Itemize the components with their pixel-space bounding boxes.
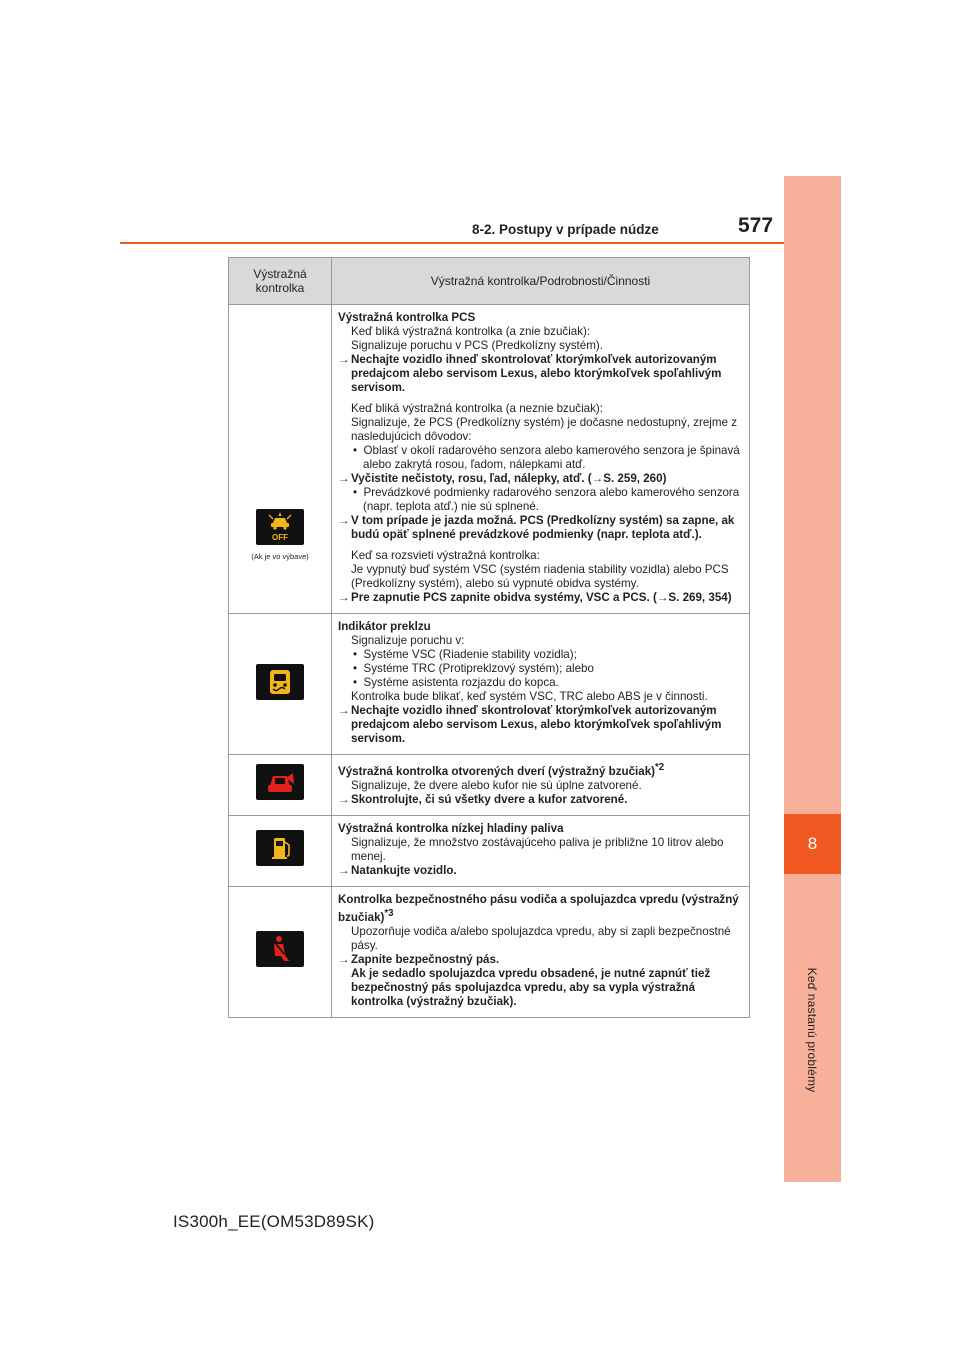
icon-cell <box>229 815 332 886</box>
row-bullet: • Systéme VSC (Riadenie stability vozidla); <box>353 648 577 661</box>
row-bullet: • Systéme asistenta rozjazdu do kopca. <box>353 676 559 689</box>
row-action: →Nechajte vozidlo ihneď skontrolovať ktorýmkoľvek autorizovaným predajcom alebo servisom Lexus, alebo ktorýmkoľvek spoľahlivým servisom. <box>338 353 722 394</box>
row-text: Keď bliká výstražná kontrolka (a znie bzučiak): <box>351 325 591 338</box>
pcs-icon-off-label: OFF <box>272 532 288 542</box>
page-number: 577 <box>738 214 774 237</box>
row-text: Je vypnutý buď systém VSC (systém riadenia stability vozidla) alebo PCS (Predkolízny systém), alebo sú vypnuté obidva systémy. <box>351 563 729 590</box>
row-title: Výstražná kontrolka otvorených dverí (výstražný bzučiak)$^{*2}$ <box>338 762 665 778</box>
table-row <box>229 305 750 614</box>
row-text: Keď bliká výstražná kontrolka (a neznie bzučiak): <box>351 402 603 415</box>
details-cell <box>332 755 750 816</box>
icon-note: (Ak je vo výbave) <box>251 551 309 561</box>
row-action: →Zapnite bezpečnostný pás. <box>338 952 500 966</box>
table-row <box>229 886 750 1017</box>
low-fuel-icon <box>256 830 304 866</box>
row-title: Výstražná kontrolka nízkej hladiny paliva <box>338 821 564 835</box>
icon-cell <box>229 305 332 614</box>
details-cell <box>332 614 750 755</box>
row-text: Signalizuje, že PCS (Predkolízny systém) je dočasne nedostupný, zrejme z nasledujúcich dôvodov: <box>351 416 737 443</box>
col-header-light: Výstražná kontrolka <box>229 258 332 305</box>
icon-cell <box>229 614 332 755</box>
icon-cell <box>229 886 332 1017</box>
warning-lights-table <box>228 257 750 1018</box>
table-row <box>229 815 750 886</box>
row-text: Signalizuje poruchu v: <box>351 634 465 647</box>
details-cell <box>332 305 750 614</box>
details-cell <box>332 815 750 886</box>
row-title: Kontrolka bezpečnostného pásu vodiča a spolujazdca vpredu (výstražný bzučiak)$^{*3}$ <box>338 892 739 924</box>
footnote-marker: *2 <box>655 762 665 773</box>
slip-indicator-icon <box>256 664 304 700</box>
pcs-off-icon <box>256 509 304 545</box>
row-action: →Natankujte vozidlo. <box>338 863 457 877</box>
col-header-details: Výstražná kontrolka/Podrobnosti/Činnosti <box>332 258 750 305</box>
row-bullet: • Prevádzkové podmienky radarového senzora alebo kamerového senzora (napr. teplota atď.) nie sú splnené. <box>353 486 740 513</box>
row-text: Signalizuje poruchu v PCS (Predkolízny systém). <box>351 339 603 352</box>
chapter-title: Keď nastanú problémy <box>805 967 819 1093</box>
section-title: 8-2. Postupy v prípade núdze <box>472 222 659 237</box>
model-code: IS300h_EE(OM53D89SK) <box>173 1212 375 1231</box>
icon-cell <box>229 755 332 816</box>
row-text: Keď sa rozsvieti výstražná kontrolka: <box>351 549 540 562</box>
row-action: →Pre zapnutie PCS zapnite obidva systémy, VSC a PCS. (→S. 269, 354) <box>338 591 732 604</box>
row-title: Indikátor preklzu <box>338 620 431 633</box>
row-action: →Vyčistite nečistoty, rosu, ľad, nálepky, atď. (→S. 259, 260) <box>338 472 667 485</box>
row-bullet: • Oblasť v okolí radarového senzora alebo kamerového senzora je špinavá alebo zakrytá rosou, ľadom, nálepkami atď. <box>353 444 740 471</box>
seatbelt-icon <box>256 931 304 967</box>
row-action: →Skontrolujte, či sú všetky dvere a kufor zatvorené. <box>338 792 628 806</box>
row-text: Signalizuje, že dvere alebo kufor nie sú úplne zatvorené. <box>351 778 642 792</box>
row-action: →Nechajte vozidlo ihneď skontrolovať ktorýmkoľvek autorizovaným predajcom alebo servisom Lexus, alebo ktorýmkoľvek spoľahlivým servisom. <box>338 704 722 745</box>
row-text: Upozorňuje vodiča a/alebo spolujazdca vpredu, aby si zapli bezpečnostné pásy. <box>351 924 731 952</box>
open-door-icon <box>256 764 304 800</box>
chapter-number-tab: 8 <box>784 814 841 874</box>
table-row <box>229 755 750 816</box>
table-row <box>229 614 750 755</box>
row-text: Kontrolka bude blikať, keď systém VSC, TRC alebo ABS je v činnosti. <box>351 690 708 703</box>
footnote-marker: *3 <box>384 907 394 919</box>
table-header-row <box>229 258 750 305</box>
row-action-detail: Ak je sedadlo spolujazdca vpredu obsadené, je nutné zapnúť tiež bezpečnostný pás spolujazdca vpredu, aby sa vypla výstražná kontrolka (výstražný bzučiak). <box>351 966 711 1008</box>
details-cell <box>332 886 750 1017</box>
row-text: Signalizuje, že množstvo zostávajúceho paliva je približne 10 litrov alebo menej. <box>351 835 724 863</box>
row-action: →V tom prípade je jazda možná. PCS (Predkolízny systém) sa zapne, ak budú opäť splnené prevádzkové podmienky (napr. teplota atď.). <box>338 514 735 541</box>
header-rule <box>120 242 784 244</box>
row-title: Výstražná kontrolka PCS <box>338 311 476 324</box>
row-bullet: • Systéme TRC (Protipreklzový systém); alebo <box>353 662 594 675</box>
